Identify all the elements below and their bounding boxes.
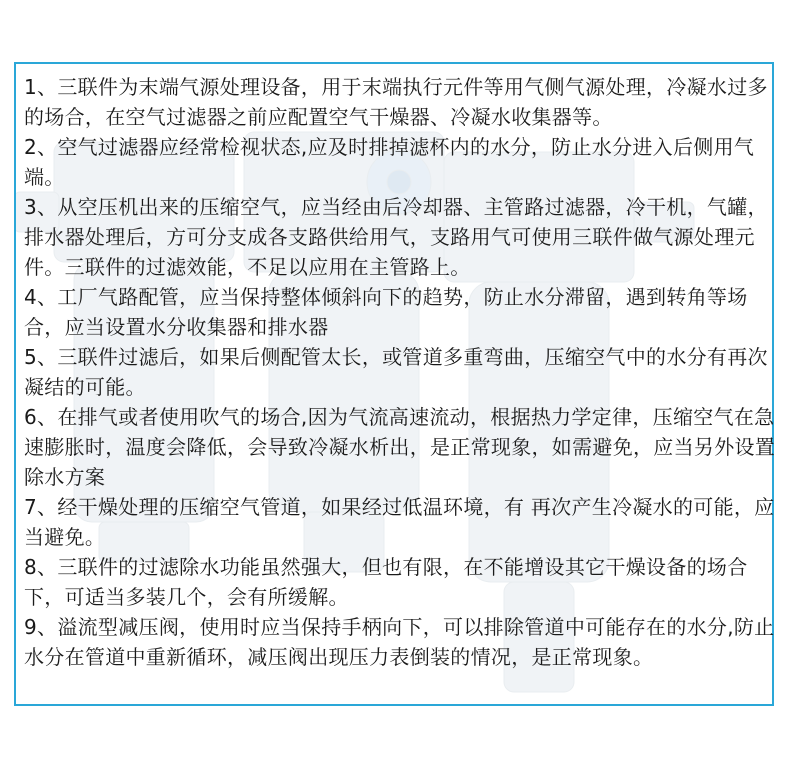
note-item-1: 1、三联件为末端气源处理设备，用于末端执行元件等用气侧气源处理，冷凝水过多的场合，在空气过滤器之前应配置空气干燥器、冷凝水收集器等。 (24, 75, 768, 129)
note-item-4: 4、工厂气路配管，应当保持整体倾斜向下的趋势，防止水分滞留，遇到转角等场合，应当设置水分收集器和排水器 (24, 285, 748, 339)
note-item-3: 3、从空压机出来的压缩空气，应当经由后冷却器、主管路过滤器，冷干机，气罐，排水器处理后，方可分支成各支路供给用气，支路用气可使用三联件做气源处理元件。三联件的过滤效能，不足以应用在主管路上。 (24, 195, 768, 279)
note-item-7: 7、经干燥处理的压缩空气管道，如果经过低温环境，有 再次产生冷凝水的可能，应当避免。 (24, 495, 775, 549)
precautions-list (24, 72, 776, 672)
note-item-5: 5、三联件过滤后，如果后侧配管太长，或管道多重弯曲，压缩空气中的水分有再次凝结的可能。 (24, 345, 768, 399)
note-item-6: 6、在排气或者使用吹气的场合,因为气流高速流动，根据热力学定律，压缩空气在急速膨胀时，温度会降低，会导致冷凝水析出，是正常现象，如需避免，应当另外设置除水方案 (24, 405, 776, 489)
note-item-8: 8、三联件的过滤除水功能虽然强大，但也有限，在不能增设其它干燥设备的场合下，可适当多装几个，会有所缓解。 (24, 555, 748, 609)
note-item-9: 9、溢流型减压阀，使用时应当保持手柄向下，可以排除管道中可能存在的水分,防止水分在管道中重新循环，减压阀出现压力表倒装的情况，是正常现象。 (24, 615, 775, 669)
note-item-2: 2、空气过滤器应经常检视状态,应及时排掉滤杯内的水分，防止水分进入后侧用气端。 (24, 135, 755, 189)
